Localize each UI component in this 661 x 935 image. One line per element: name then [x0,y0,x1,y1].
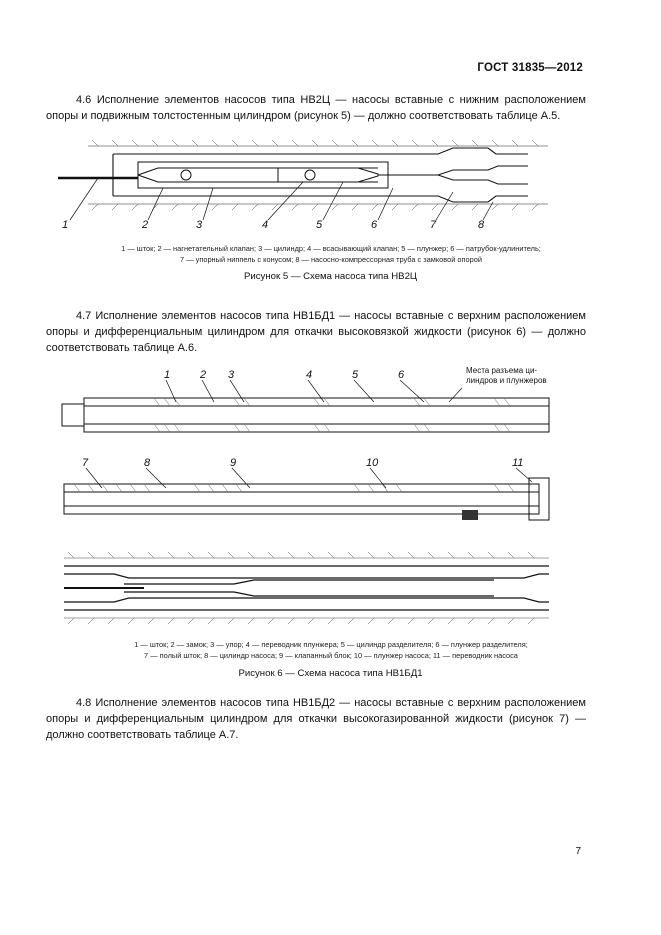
fig6-callout-line2: линдров и плунжеров [466,376,547,385]
fig5-label-6: 6 [371,219,378,231]
fig6-callout-line1: Места разъема ци- [466,366,538,375]
fig6-label-7: 7 [82,457,89,469]
figure-6-caption: Рисунок 6 — Схема насоса типа НВ1БД1 [238,668,423,679]
fig6-label-10: 10 [366,457,379,469]
fig5-label-3: 3 [196,219,203,231]
fig5-label-2: 2 [142,219,149,231]
figure-5-caption: Рисунок 5 — Схема насоса типа НВ2Ц [243,271,418,282]
figure-5-pump-diagram [58,132,578,232]
section-4-7-text: 4.7 Исполнение элементов насосов типа НВ1БД1 — насосы вставные с верхним расположением опоры и дифференциальным цилиндром для откачки высоковязкой жидкости (рисунок 6) — должно соответствовать таблице А.6. [46,310,586,354]
fig5-label-5: 5 [316,219,323,231]
section-4-8-text: 4.8 Исполнение элементов насосов типа НВ1БД2 — насосы вставные с верхним расположением опоры и дифференциальным цилиндром для откачки высокогазированной жидкости (рисунок 7) — должно соответствовать таблице А.7. [46,697,586,741]
fig6-label-8: 8 [144,457,151,469]
page-number: 7 [575,846,581,857]
fig6-label-2: 2 [200,369,207,381]
fig6-label-11: 11 [512,457,524,469]
fig6-label-5: 5 [352,369,359,381]
fig6-label-1: 1 [164,369,171,381]
fig5-label-7: 7 [430,219,437,231]
section-4-6-text: 4.6 Исполнение элементов насосов типа НВ2Ц — насосы вставные с нижним расположением опоры и подвижным толстостенным цилиндром (рисунок 5) — должно соответствовать таблице А.5. [46,94,586,122]
figure-6-legend: 1 — шток; 2 — замок; 3 — упор; 4 — переводник плунжера; 5 — цилиндр разделителя; 6 — плунжер разделителя; 7 — полый шток; 8 — цилиндр насоса; 9 — клапанный блок; 10 — плунжер насоса; 11 — переводник насоса [134,640,528,660]
fig6-label-4: 4 [306,369,313,381]
fig5-label-1: 1 [62,219,69,231]
fig6-label-9: 9 [230,457,237,469]
figure-6-pump-diagram [54,366,584,636]
fig6-label-3: 3 [228,369,235,381]
fig5-label-8: 8 [478,219,485,231]
fig5-label-4: 4 [262,219,269,231]
fig6-label-6: 6 [398,369,405,381]
figure-5-legend: 1 — шток; 2 — нагнетательный клапан; 3 — цилиндр; 4 — всасывающий клапан; 5 — плунжер; 6 — патрубок-удлинитель; 7 — упорный ниппель с конусом; 8 — насосно-компрессорная труба с замковой опорой [121,244,541,264]
document-code: ГОСТ 31835—2012 [477,62,583,74]
